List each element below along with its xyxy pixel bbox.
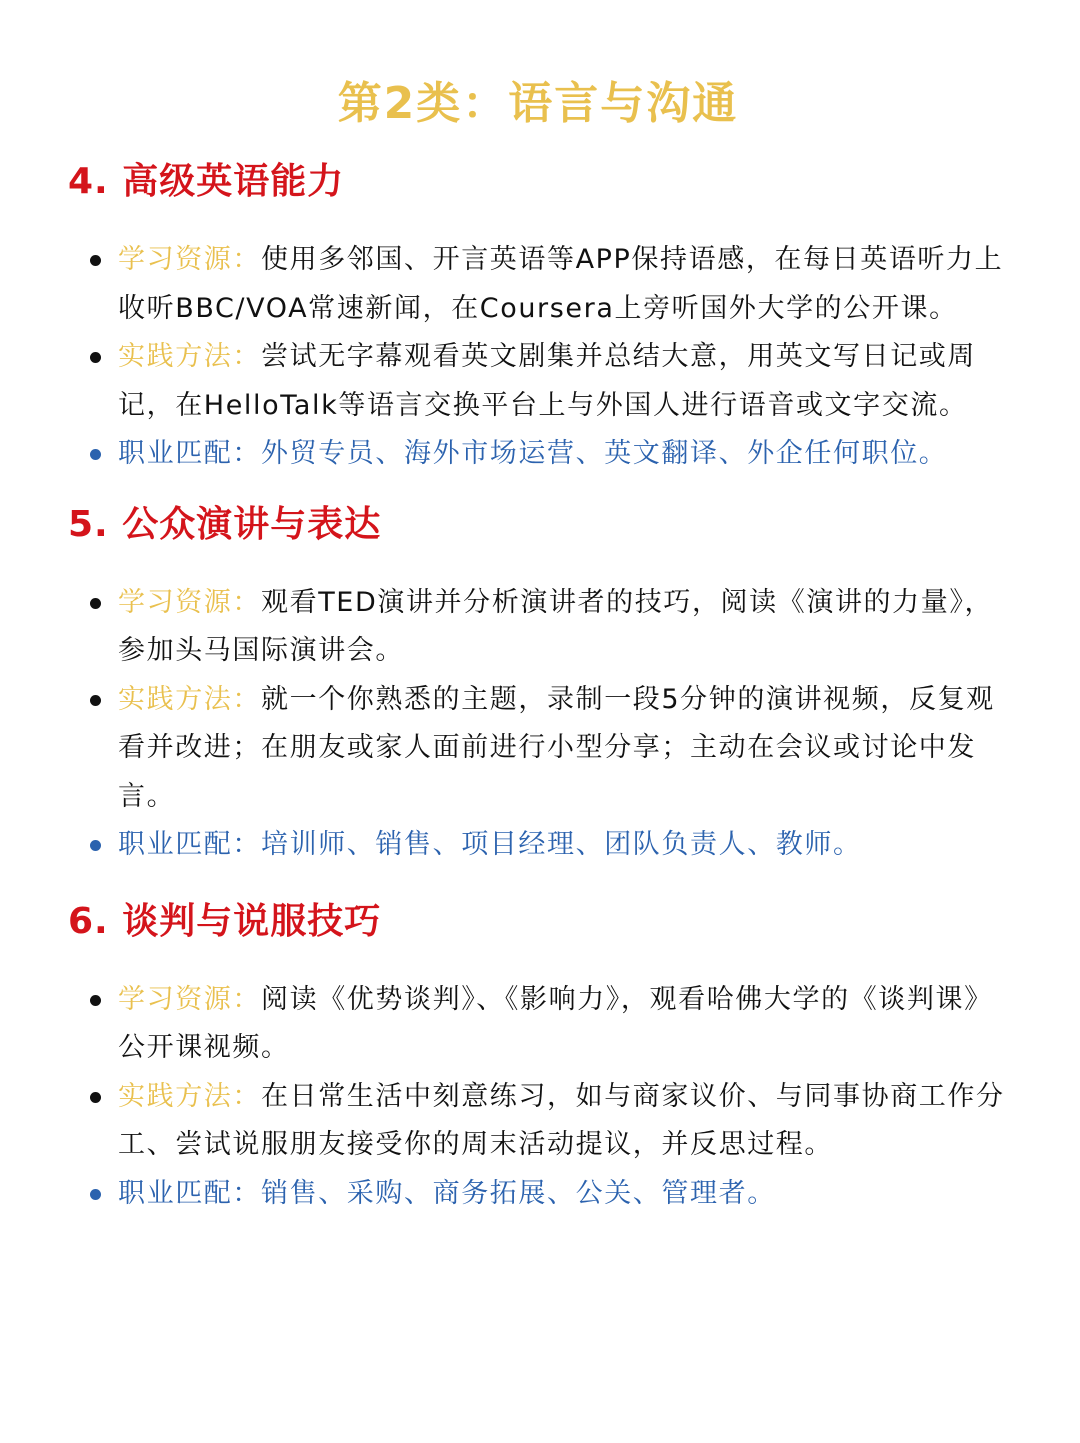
item-label: 职业匹配：	[118, 438, 261, 469]
item-text: 外贸专员、海外市场运营、英文翻译、外企任何职位。	[261, 438, 948, 469]
item-text: 在日常生活中刻意练习，如与商家议价、与同事协商工作分工、尝试说服朋友接受你的周末活动提议，并反思过程。	[118, 1080, 1005, 1160]
section-english	[68, 156, 1008, 479]
list-item-resources	[68, 236, 1008, 333]
item-text: 就一个你熟悉的主题，录制一段5分钟的演讲视频，反复观看并改进；在朋友或家人面前进行小型分享；主动在会议或讨论中发言。	[118, 683, 995, 812]
bullet-list	[68, 579, 1008, 870]
list-item-resources	[68, 976, 1008, 1073]
item-text: 观看TED演讲并分析演讲者的技巧，阅读《演讲的力量》，参加头马国际演讲会。	[118, 586, 994, 666]
item-text: 尝试无字幕观看英文剧集并总结大意，用英文写日记或周记，在HelloTalk等语言交换平台上与外国人进行语音或文字交流。	[118, 341, 976, 421]
bullet-dot-icon	[90, 598, 101, 609]
section-heading: 4. 高级英语能力	[68, 161, 345, 202]
bullet-list	[68, 976, 1008, 1219]
item-label: 实践方法：	[118, 683, 261, 715]
item-label: 学习资源：	[118, 983, 261, 1015]
list-item-career	[68, 1170, 1008, 1219]
item-label: 实践方法：	[118, 341, 261, 372]
list-item-resources	[68, 579, 1008, 676]
item-label: 学习资源：	[118, 244, 261, 275]
bullet-dot-icon	[90, 995, 101, 1006]
section-public-speaking	[68, 499, 1008, 870]
item-label: 学习资源：	[118, 586, 261, 618]
item-text: 使用多邻国、开言英语等APP保持语感，在每日英语听力上收听BBC/VOA常速新闻，在Coursera上旁听国外大学的公开课。	[118, 244, 1004, 324]
section-heading: 6. 谈判与说服技巧	[68, 900, 382, 942]
list-item-practice	[68, 676, 1008, 822]
bullet-list	[68, 236, 1008, 479]
list-item-practice	[68, 333, 1008, 430]
bullet-dot-icon	[90, 840, 101, 851]
item-label: 职业匹配：	[118, 829, 261, 860]
section-heading: 5. 公众演讲与表达	[68, 503, 382, 545]
bullet-dot-icon	[90, 449, 101, 460]
list-item-practice	[68, 1073, 1008, 1170]
item-label: 实践方法：	[118, 1080, 261, 1112]
item-text: 培训师、销售、项目经理、团队负责人、教师。	[261, 829, 862, 860]
bullet-dot-icon	[90, 1189, 101, 1200]
item-text: 阅读《优势谈判》、《影响力》，观看哈佛大学的《谈判课》公开课视频。	[118, 983, 993, 1063]
bullet-dot-icon	[90, 1092, 101, 1103]
section-negotiation	[68, 896, 1008, 1219]
bullet-dot-icon	[90, 255, 101, 266]
item-text: 销售、采购、商务拓展、公关、管理者。	[261, 1177, 776, 1209]
bullet-dot-icon	[90, 352, 101, 363]
bullet-dot-icon	[90, 695, 101, 706]
item-label: 职业匹配：	[118, 1177, 261, 1209]
page-title: 第2类：语言与沟通	[337, 78, 739, 129]
list-item-career	[68, 430, 1008, 479]
list-item-career	[68, 821, 1008, 870]
